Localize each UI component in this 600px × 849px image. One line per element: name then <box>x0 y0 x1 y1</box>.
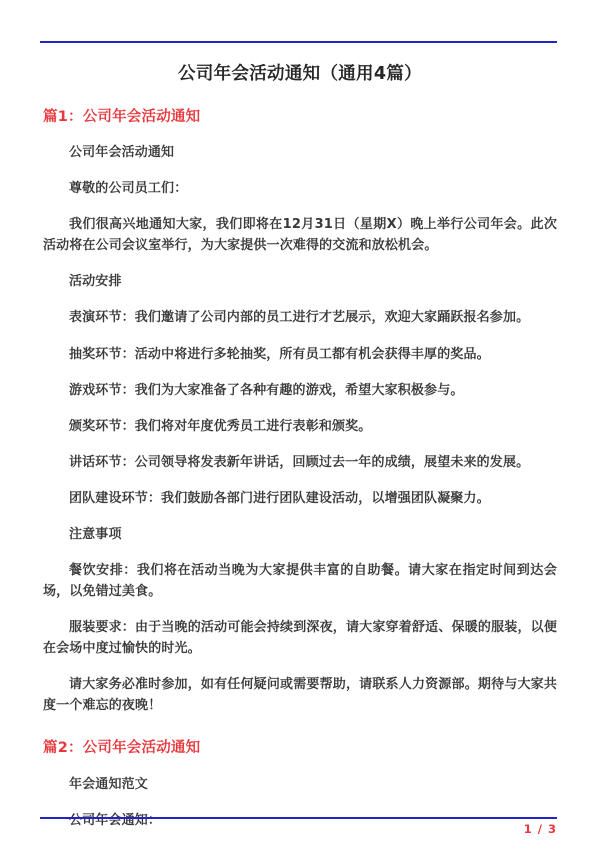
paragraph: 公司年会通知： <box>69 812 162 828</box>
paragraph: 公司年会活动通知 <box>69 145 175 161</box>
paragraph: 注意事项 <box>69 526 122 542</box>
paragraph: 抽奖环节：活动中将进行多轮抽奖，所有员工都有机会获得丰厚的奖品。 <box>69 346 490 362</box>
paragraph: 我们很高兴地通知大家，我们即将在12月31日（星期X）晚上举行公司年会。此次活动将在公司会议室举行，为大家提供一次难得的交流和放松机会。 <box>43 217 557 254</box>
footer-divider-line <box>40 817 557 819</box>
paragraph: 颁奖环节：我们将对年度优秀员工进行表彰和颁奖。 <box>69 418 372 434</box>
paragraph: 讲话环节：公司领导将发表新年讲话，回顾过去一年的成绩，展望未来的发展。 <box>69 454 530 470</box>
page-number: 1 / 3 <box>523 822 557 836</box>
paragraph: 尊敬的公司员工们： <box>69 181 188 197</box>
paragraph: 餐饮安排：我们将在活动当晚为大家提供丰富的自助餐。请大家在指定时间到达会场，以免错过美食。 <box>43 562 557 599</box>
paragraph: 服装要求：由于当晚的活动可能会持续到深夜，请大家穿着舒适、保暖的服装，以便在会场中度过愉快的时光。 <box>43 619 557 656</box>
paragraph: 活动安排 <box>69 274 122 290</box>
paragraph: 游戏环节：我们为大家准备了各种有趣的游戏，希望大家积极参与。 <box>69 382 464 398</box>
header-divider-line <box>40 41 557 43</box>
section-heading-2: 篇2：公司年会活动通知 <box>43 740 201 757</box>
document-content <box>43 62 557 831</box>
paragraph: 年会通知范文 <box>69 776 148 792</box>
paragraph: 请大家务必准时参加，如有任何疑问或需要帮助，请联系人力资源部。期待与大家共度一个难忘的夜晚！ <box>43 677 557 714</box>
page-title: 公司年会活动通知（通用4篇） <box>178 64 422 84</box>
paragraph: 团队建设环节：我们鼓励各部门进行团队建设活动，以增强团队凝聚力。 <box>69 490 490 506</box>
section-heading-1: 篇1：公司年会活动通知 <box>43 108 201 125</box>
paragraph: 表演环节：我们邀请了公司内部的员工进行才艺展示，欢迎大家踊跃报名参加。 <box>69 310 530 326</box>
